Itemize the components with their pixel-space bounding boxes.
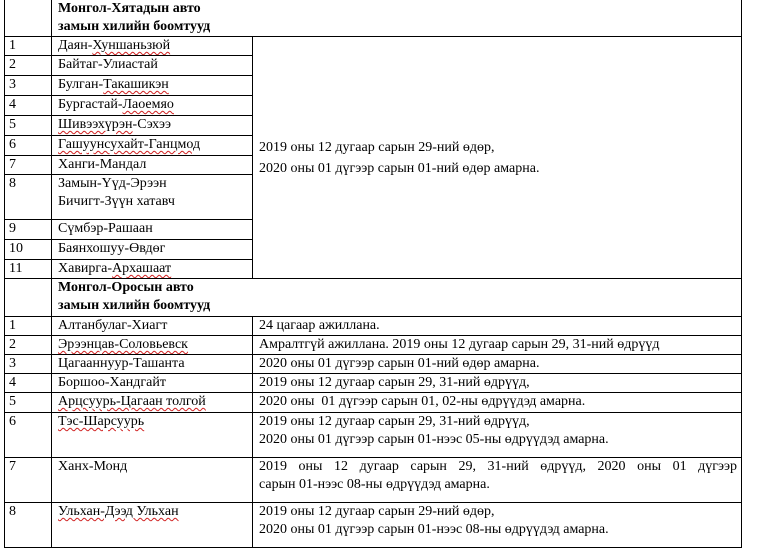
- border-point-note: 2020 оны 01 дүгээр сарын 01, 02-ны өдрүүдэд амарна.: [253, 393, 742, 413]
- header-num-cell: [5, 279, 52, 317]
- row-number: 4: [5, 96, 52, 116]
- border-point-name: Тэс-Шарсуурь: [52, 413, 253, 458]
- row-number: 1: [5, 37, 52, 56]
- table-row: [5, 503, 742, 548]
- border-point-name: [52, 175, 253, 220]
- row-number: 4: [5, 374, 52, 393]
- border-point-note: [253, 458, 742, 503]
- note-line: 2020 оны 01 дүгээр сарын 01-ний өдөр амарна.: [259, 160, 540, 176]
- border-point-name: Булган-Такашикэн: [52, 76, 253, 96]
- table-row: [5, 37, 742, 56]
- border-crossings-table: [4, 0, 742, 548]
- row-number: 11: [5, 260, 52, 279]
- border-point-note: 24 цагаар ажиллана.: [253, 317, 742, 336]
- row-number: 6: [5, 136, 52, 156]
- section-title-china: [52, 0, 742, 37]
- section-title-line: замын хилийн боомтууд: [58, 19, 211, 34]
- section-header-china: [5, 0, 742, 37]
- china-closure-note: [253, 37, 742, 279]
- row-number: 8: [5, 175, 52, 220]
- row-number: 9: [5, 220, 52, 240]
- note-line: сарын 01-нээс 08-ны өдрүүдэд амарна.: [259, 477, 490, 492]
- row-number: 2: [5, 336, 52, 355]
- table-row: [5, 374, 742, 393]
- border-point-name: Ульхан-Дээд Ульхан: [52, 503, 253, 548]
- table-row: [5, 317, 742, 336]
- note-line: 2019 оны 12 дугаар сарын 29-ний өдөр,: [259, 504, 495, 519]
- section-title-line: Монгол-Хятадын авто: [58, 1, 201, 16]
- section-title-russia: [52, 279, 742, 317]
- note-line: 2020 оны 01 дүгээр сарын 01-нээс 08-ны өдрүүдэд амарна.: [259, 522, 609, 537]
- section-header-russia: [5, 279, 742, 317]
- border-point-name: Байтаг-Улиастай: [52, 56, 253, 76]
- border-point-name: Ханх-Монд: [52, 458, 253, 503]
- border-point-note: 2020 оны 01 дүгээр сарын 01-ний өдөр амарна.: [253, 355, 742, 374]
- border-point-name: Эрээнцав-Соловьевск: [52, 336, 253, 355]
- border-point-name: Шивээхүрэн-Сэхээ: [52, 116, 253, 136]
- border-point-name: Ханги-Мандал: [52, 156, 253, 175]
- row-number: 7: [5, 156, 52, 175]
- border-point-name: Боршоо-Хандгайт: [52, 374, 253, 393]
- name-line: Бичигт-Зүүн хатавч: [58, 194, 175, 209]
- border-point-name: Цагааннуур-Ташанта: [52, 355, 253, 374]
- table-row: [5, 355, 742, 374]
- row-number: 3: [5, 76, 52, 96]
- border-point-name: Алтанбулаг-Хиагт: [52, 317, 253, 336]
- border-point-name: Арцсуурь-Цагаан толгой: [52, 393, 253, 413]
- header-num-cell: [5, 0, 52, 37]
- row-number: 7: [5, 458, 52, 503]
- row-number: 6: [5, 413, 52, 458]
- row-number: 10: [5, 240, 52, 260]
- row-number: 3: [5, 355, 52, 374]
- row-number: 1: [5, 317, 52, 336]
- note-line: 2019 оны 12 дугаар сарын 29-ний өдөр,: [259, 139, 495, 155]
- note-line: 2019 оны 12 дугаар сарын 29, 31-ний өдрүүд,: [259, 414, 530, 429]
- name-line: Замын-Үүд-Эрээн: [58, 176, 167, 191]
- row-number: 5: [5, 393, 52, 413]
- border-point-name: Баянхошуу-Өвдөг: [52, 240, 253, 260]
- section-title-line: замын хилийн боомтууд: [58, 298, 211, 313]
- note-line: 2020 оны 01 дүгээр сарын 01-нээс 05-ны өдрүүдэд амарна.: [259, 432, 609, 447]
- border-point-name: Даян-Хуншаньзюй: [52, 37, 253, 56]
- row-number: 2: [5, 56, 52, 76]
- table-row: [5, 336, 742, 355]
- note-line: 2019 оны 12 дугаар сарын 29, 31-ний өдрүүд, 2020 оны 01 дүгээр: [259, 459, 738, 474]
- row-number: 8: [5, 503, 52, 548]
- section-title-line: Монгол-Оросын авто: [58, 280, 194, 295]
- border-point-note: [253, 503, 742, 548]
- border-point-name: Сүмбэр-Рашаан: [52, 220, 253, 240]
- border-point-note: 2019 оны 12 дугаар сарын 29, 31-ний өдрүүд,: [253, 374, 742, 393]
- border-point-name: Гашуунсухайт-Ганцмод: [52, 136, 253, 156]
- border-point-name: Хавирга-Архашаат: [52, 260, 253, 279]
- table-row: [5, 458, 742, 503]
- table-row: [5, 413, 742, 458]
- border-point-note: [253, 413, 742, 458]
- border-point-name: Бургастай-Лаоемяо: [52, 96, 253, 116]
- border-point-note: Амралтгүй ажиллана. 2019 оны 12 дугаар сарын 29, 31-ний өдрүүд: [253, 336, 742, 355]
- table-row: [5, 393, 742, 413]
- row-number: 5: [5, 116, 52, 136]
